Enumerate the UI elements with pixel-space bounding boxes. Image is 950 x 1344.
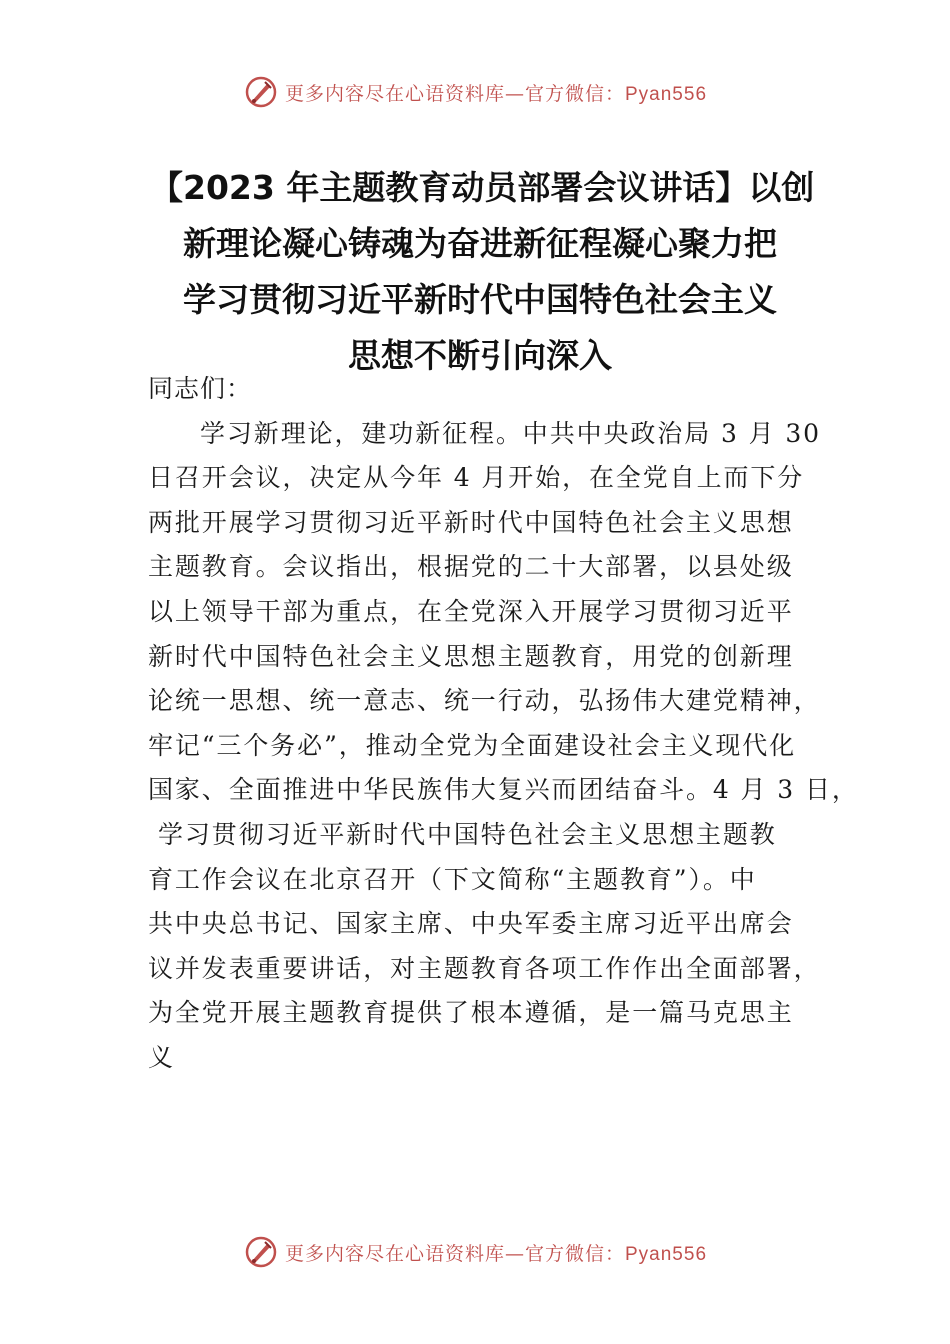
body-line: 学习新理论，建功新征程。中共中央政治局 3 月 30 xyxy=(200,418,821,448)
document-title xyxy=(150,160,815,384)
salutation: 同志们： xyxy=(148,374,253,403)
pen-nib-logo-icon xyxy=(243,1234,279,1270)
body-line: 义 xyxy=(148,1042,175,1072)
title-line: 思想不断引向深入 xyxy=(348,336,612,375)
banner-main-text: 更多内容尽在心语资料库 xyxy=(284,82,505,105)
body-line: 育工作会议在北京召开（下文简称“主题教育”）。中 xyxy=(148,864,757,894)
banner-text xyxy=(285,1239,707,1266)
body-line: 日召开会议，决定从今年 4 月开始，在全党自上而下分 xyxy=(148,463,805,493)
title-line: 【2023 年主题教育动员部署会议讲话】以创 xyxy=(150,168,815,207)
banner-wechat: 官方微信：Pyan556 xyxy=(525,83,708,105)
pen-nib-logo-icon xyxy=(243,74,279,110)
banner-separator: — xyxy=(505,1242,525,1265)
body-line: 以上领导干部为重点，在全党深入开展学习贯彻习近平 xyxy=(148,596,794,626)
banner-main-text: 更多内容尽在心语资料库 xyxy=(284,1242,505,1265)
body-line: 议并发表重要讲话，对主题教育各项工作作出全面部署， xyxy=(148,953,821,983)
body-line: 新时代中国特色社会主义思想主题教育，用党的创新理 xyxy=(148,641,794,671)
title-line: 学习贯彻习近平新时代中国特色社会主义 xyxy=(183,280,777,319)
body-line: 共中央总书记、国家主席、中央军委主席习近平出席会 xyxy=(148,909,794,939)
header-banner xyxy=(0,70,950,114)
body-line: 国家、全面推进中华民族伟大复兴而团结奋斗。4 月 3 日， xyxy=(148,775,859,805)
document-body xyxy=(148,367,859,1081)
body-line: 主题教育。会议指出，根据党的二十大部署，以县处级 xyxy=(148,552,794,582)
body-line: 两批开展学习贯彻习近平新时代中国特色社会主义思想 xyxy=(148,507,794,537)
body-line: 学习贯彻习近平新时代中国特色社会主义思想主题教 xyxy=(158,819,777,849)
body-line: 牢记“三个务必”，推动全党为全面建设社会主义现代化 xyxy=(148,730,797,760)
banner-wechat: 官方微信：Pyan556 xyxy=(525,1243,708,1265)
body-line: 论统一思想、统一意志、统一行动，弘扬伟大建党精神， xyxy=(148,686,821,716)
body-line: 为全党开展主题教育提供了根本遵循，是一篇马克思主 xyxy=(148,998,794,1028)
banner-separator: — xyxy=(505,82,525,105)
footer-banner xyxy=(0,1230,950,1274)
title-line: 新理论凝心铸魂为奋进新征程凝心聚力把 xyxy=(183,224,777,263)
banner-text xyxy=(285,79,707,106)
